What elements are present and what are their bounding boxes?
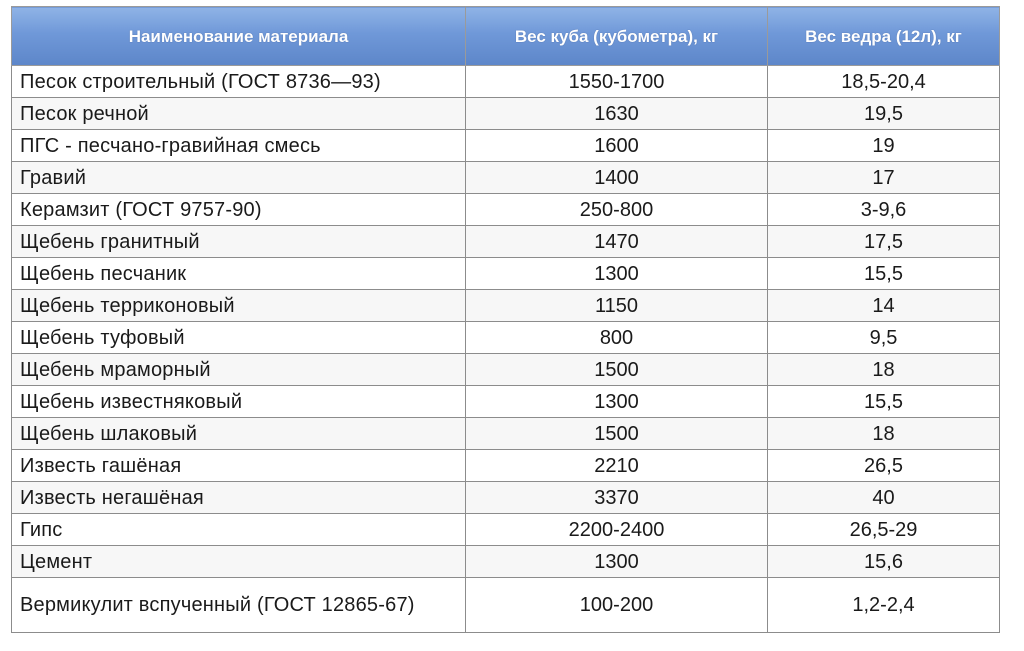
materials-weight-table-container [11,6,999,633]
cell-cube-weight: 1600 [466,130,768,162]
header-bucket-weight: Вес ведра (12л), кг [768,7,1000,66]
cell-material-name: Известь гашёная [12,450,466,482]
cell-material-name: Щебень известняковый [12,386,466,418]
cell-cube-weight: 2200-2400 [466,514,768,546]
cell-cube-weight: 1500 [466,354,768,386]
cell-cube-weight: 1300 [466,258,768,290]
table-row [12,578,1000,633]
cell-bucket-weight: 26,5-29 [768,514,1000,546]
cell-material-name: Керамзит (ГОСТ 9757-90) [12,194,466,226]
cell-bucket-weight: 18 [768,418,1000,450]
cell-bucket-weight: 26,5 [768,450,1000,482]
cell-material-name: Щебень гранитный [12,226,466,258]
table-header [12,7,1000,66]
cell-material-name: Щебень шлаковый [12,418,466,450]
table-row [12,290,1000,322]
cell-bucket-weight: 1,2-2,4 [768,578,1000,633]
cell-cube-weight: 100-200 [466,578,768,633]
cell-bucket-weight: 19,5 [768,98,1000,130]
cell-material-name: Гипс [12,514,466,546]
table-row [12,130,1000,162]
cell-cube-weight: 1500 [466,418,768,450]
table-row [12,386,1000,418]
cell-bucket-weight: 3-9,6 [768,194,1000,226]
cell-cube-weight: 2210 [466,450,768,482]
table-row [12,98,1000,130]
cell-material-name: Вермикулит вспученный (ГОСТ 12865-67) [12,578,466,633]
cell-material-name: Щебень терриконовый [12,290,466,322]
table-row [12,322,1000,354]
cell-cube-weight: 1470 [466,226,768,258]
cell-cube-weight: 1300 [466,386,768,418]
cell-cube-weight: 800 [466,322,768,354]
cell-bucket-weight: 15,5 [768,386,1000,418]
materials-weight-table [11,6,1000,633]
cell-cube-weight: 1300 [466,546,768,578]
cell-bucket-weight: 18,5-20,4 [768,66,1000,98]
cell-material-name: ПГС - песчано-гравийная смесь [12,130,466,162]
cell-material-name: Щебень туфовый [12,322,466,354]
cell-material-name: Гравий [12,162,466,194]
cell-cube-weight: 1400 [466,162,768,194]
header-material-name: Наименование материала [12,7,466,66]
cell-bucket-weight: 17,5 [768,226,1000,258]
table-row [12,418,1000,450]
table-row [12,450,1000,482]
table-row [12,514,1000,546]
cell-material-name: Известь негашёная [12,482,466,514]
table-body [12,66,1000,633]
cell-bucket-weight: 18 [768,354,1000,386]
cell-material-name: Песок речной [12,98,466,130]
table-row [12,162,1000,194]
cell-material-name: Щебень мраморный [12,354,466,386]
cell-cube-weight: 1550-1700 [466,66,768,98]
cell-material-name: Песок строительный (ГОСТ 8736—93) [12,66,466,98]
cell-bucket-weight: 9,5 [768,322,1000,354]
table-row [12,194,1000,226]
cell-cube-weight: 1150 [466,290,768,322]
table-row [12,354,1000,386]
header-row [12,7,1000,66]
cell-cube-weight: 3370 [466,482,768,514]
table-row [12,546,1000,578]
cell-bucket-weight: 19 [768,130,1000,162]
cell-material-name: Щебень песчаник [12,258,466,290]
cell-bucket-weight: 14 [768,290,1000,322]
table-row [12,482,1000,514]
cell-bucket-weight: 15,6 [768,546,1000,578]
cell-bucket-weight: 40 [768,482,1000,514]
header-cube-weight: Вес куба (кубометра), кг [466,7,768,66]
cell-cube-weight: 250-800 [466,194,768,226]
cell-material-name: Цемент [12,546,466,578]
table-row [12,226,1000,258]
cell-bucket-weight: 15,5 [768,258,1000,290]
table-row [12,66,1000,98]
cell-bucket-weight: 17 [768,162,1000,194]
table-row [12,258,1000,290]
cell-cube-weight: 1630 [466,98,768,130]
